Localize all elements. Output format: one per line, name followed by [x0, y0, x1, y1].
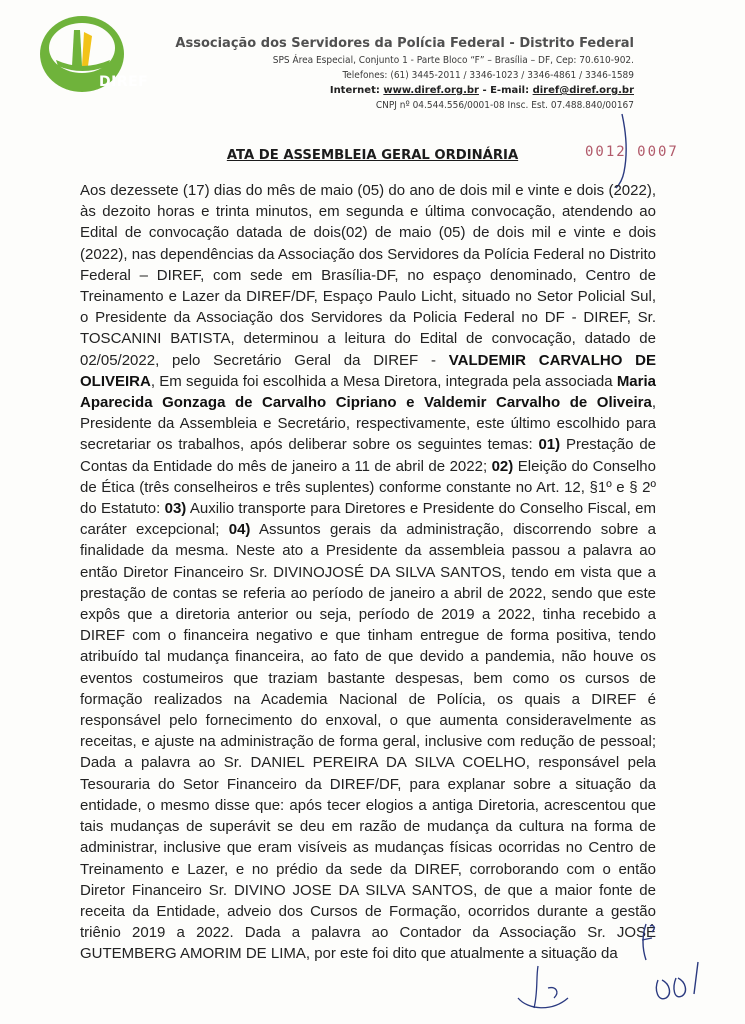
minutes-body [80, 180, 656, 965]
org-name: Associação dos Servidores da Polícia Federal - Distrito Federal [175, 36, 634, 51]
body-text-7: Assuntos gerais da administração, discorrendo sobre a finalidade da mesma. Neste ato a Presidente da assembleia passou a palavra ao então Diretor Financeiro Sr. DIVINOJOSÉ DA SILVA SANTOS, tendo em vista que a prestação de contas se referia ao período de janeiro a abril de 2022, sendo que este expôs que a diretoria anterior ou seja, período de 2019 a 2022, tinha recebido a DIREF com o financeira negativo e que tinham entregue de forma positiva, tendo atribuído tal mudança financeira, ao fato de que devido a pandemia, não houve os eventos costumeiros que traziam bastante despesas, bem como os cursos de formação realizados na Academia Nacional de Polícia, os quais a DIREF é responsável pelo fornecimento do enxoval, o que aumenta consideravelmente as receitas, e ajuste na administração de forma geral, inclusive com redução de pessoal; Dada a palavra ao Sr. DANIEL PEREIRA DA SILVA COELHO, responsável pela Tesouraria do Setor Financeiro da DIREF/DF, para explanar sobre a situação da entidade, o mesmo disse que: após tecer elogios a antiga Diretoria, acrescentou que tais mudanças de superávit se deu em razão de mudança da cultura na forma de administrar, inclusive que eram visíveis as mudanças físicas ocorridas no Centro de Treinamento e Lazer, e no prédio da sede da DIREF, corroborando com o então Diretor Financeiro Sr. DIVINO JOSE DA SILVA SANTOS, de que a maior fonte de receita da Entidade, adveio dos Cursos de Formação, ocorridos durante a gestão triênio 2019 a 2022. Dada a palavra ao Contador da Associação Sr. JOSÉ GUTEMBERG AMORIM DE LIMA, por este foi dito que atualmente a situação da [80, 521, 656, 963]
body-text-1: Aos dezessete (17) dias do mês de maio (05) do ano de dois mil e vinte e dois (2022), às dezoito horas e trinta minutos, em segunda e última convocação, atendendo ao Edital de convocação datada de dois(02) de maio (05) de dois mil e vinte e dois (2022), nas dependências da Associação dos Servidores da Polícia Federal no Distrito Federal – DIREF, com sede em Brasília-DF, no espaço denominado, Centro de Treinamento e Lazer da DIREF/DF, Espaço Paulo Licht, situado no Setor Policial Sul, o Presidente da Associação dos Servidores da Policia Federal no DF - DIREF, Sr. TOSCANINI BATISTA, determinou a leitura do Edital de convocação, datado de 02/05/2022, pelo Secretário Geral da DIREF - [80, 182, 656, 369]
org-web-line [175, 83, 634, 98]
handwritten-signature [508, 958, 588, 1018]
handwritten-page-number [650, 950, 720, 1010]
org-phones: Telefones: (61) 3445-2011 / 3346-1023 / 3346-4861 / 3346-1589 [342, 70, 634, 81]
body-text-5: Eleição do Conselho de Ética (três conselheiros e três suplentes) conforme constante no Art. 12, §1º e § 2º do Estatuto: [80, 457, 656, 518]
body-bold-6: 04) [228, 521, 251, 539]
email-label: E-mail: [490, 85, 530, 96]
body-bold-3: 01) [538, 436, 561, 454]
body-bold-4: 02) [491, 457, 514, 475]
page-stamp-number: 0012 0007 [585, 144, 679, 160]
body-bold-5: 03) [164, 500, 187, 518]
body-bold-2: Maria Aparecida Gonzaga de Carvalho Cipriano e Valdemir Carvalho de Oliveira [80, 372, 656, 412]
internet-label: Internet: [329, 85, 380, 96]
email-link[interactable]: diref@diref.org.br [532, 85, 634, 96]
org-cnpj: CNPJ nº 04.544.556/0001-08 Insc. Est. 07.488.840/00167 [375, 100, 634, 111]
org-header [175, 36, 634, 113]
body-bold-1: VALDEMIR CARVALHO DE OLIVEIRA [80, 351, 656, 390]
diref-logo [38, 10, 170, 96]
body-text-2: , Em seguida foi escolhida a Mesa Diretora, integrada pela associada [150, 372, 617, 390]
website-link[interactable]: www.diref.org.br [383, 85, 479, 96]
separator: - [482, 85, 491, 96]
document-title: ATA DE ASSEMBLEIA GERAL ORDINÁRIA [226, 148, 519, 163]
body-text-4: Prestação de Contas da Entidade do mês de janeiro a 11 de abril de 2022; [80, 436, 657, 475]
org-address: SPS Área Especial, Conjunto 1 - Parte Bloco “F” – Brasília – DF, Cep: 70.610-902. [272, 55, 634, 66]
logo-text: DIREF [99, 74, 149, 90]
body-text-6: Auxilio transporte para Diretores e Presidente do Conselho Fiscal, em caráter excepcional; [80, 500, 656, 539]
body-text-3: , Presidente da Assembleia e Secretário, respectivamente, este último escolhido para secretariar os trabalhos, após deliberar sobre os seguintes temas: [80, 394, 656, 454]
